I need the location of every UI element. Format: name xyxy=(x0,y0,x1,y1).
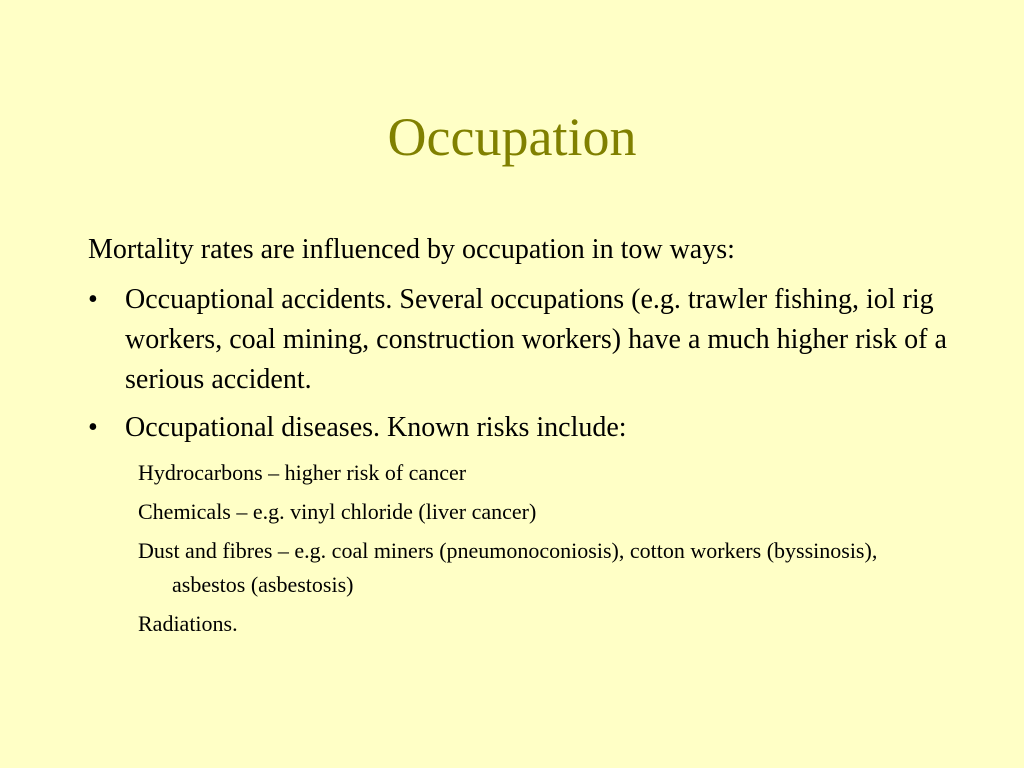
bullet-list xyxy=(88,280,968,456)
sub-bullet-list xyxy=(138,456,918,646)
bullet-marker: • xyxy=(88,284,98,315)
bullet-text: Occupational diseases. Known risks include: xyxy=(125,412,627,443)
sub-item-chemicals: Chemicals – e.g. vinyl chloride (liver cancer) xyxy=(138,499,537,524)
bullet-marker: • xyxy=(88,412,98,443)
bullet-text: Occuaptional accidents. Several occupations (e.g. trawler fishing, iol rig workers, coal mining, construction workers) have a much higher risk of a serious accident. xyxy=(125,284,947,395)
sub-item-radiations: Radiations. xyxy=(138,611,238,636)
slide-title: Occupation xyxy=(387,107,637,167)
sub-item-hydrocarbons: Hydrocarbons – higher risk of cancer xyxy=(138,460,467,485)
sub-item-dust-and-fibres: Dust and fibres – e.g. coal miners (pneumonoconiosis), cotton workers (byssinosis), asbestos (asbestosis) xyxy=(138,538,878,597)
intro-text: Mortality rates are influenced by occupation in tow ways: xyxy=(88,234,735,265)
bullet-item-diseases xyxy=(88,408,968,448)
bullet-item-accidents xyxy=(88,280,968,400)
